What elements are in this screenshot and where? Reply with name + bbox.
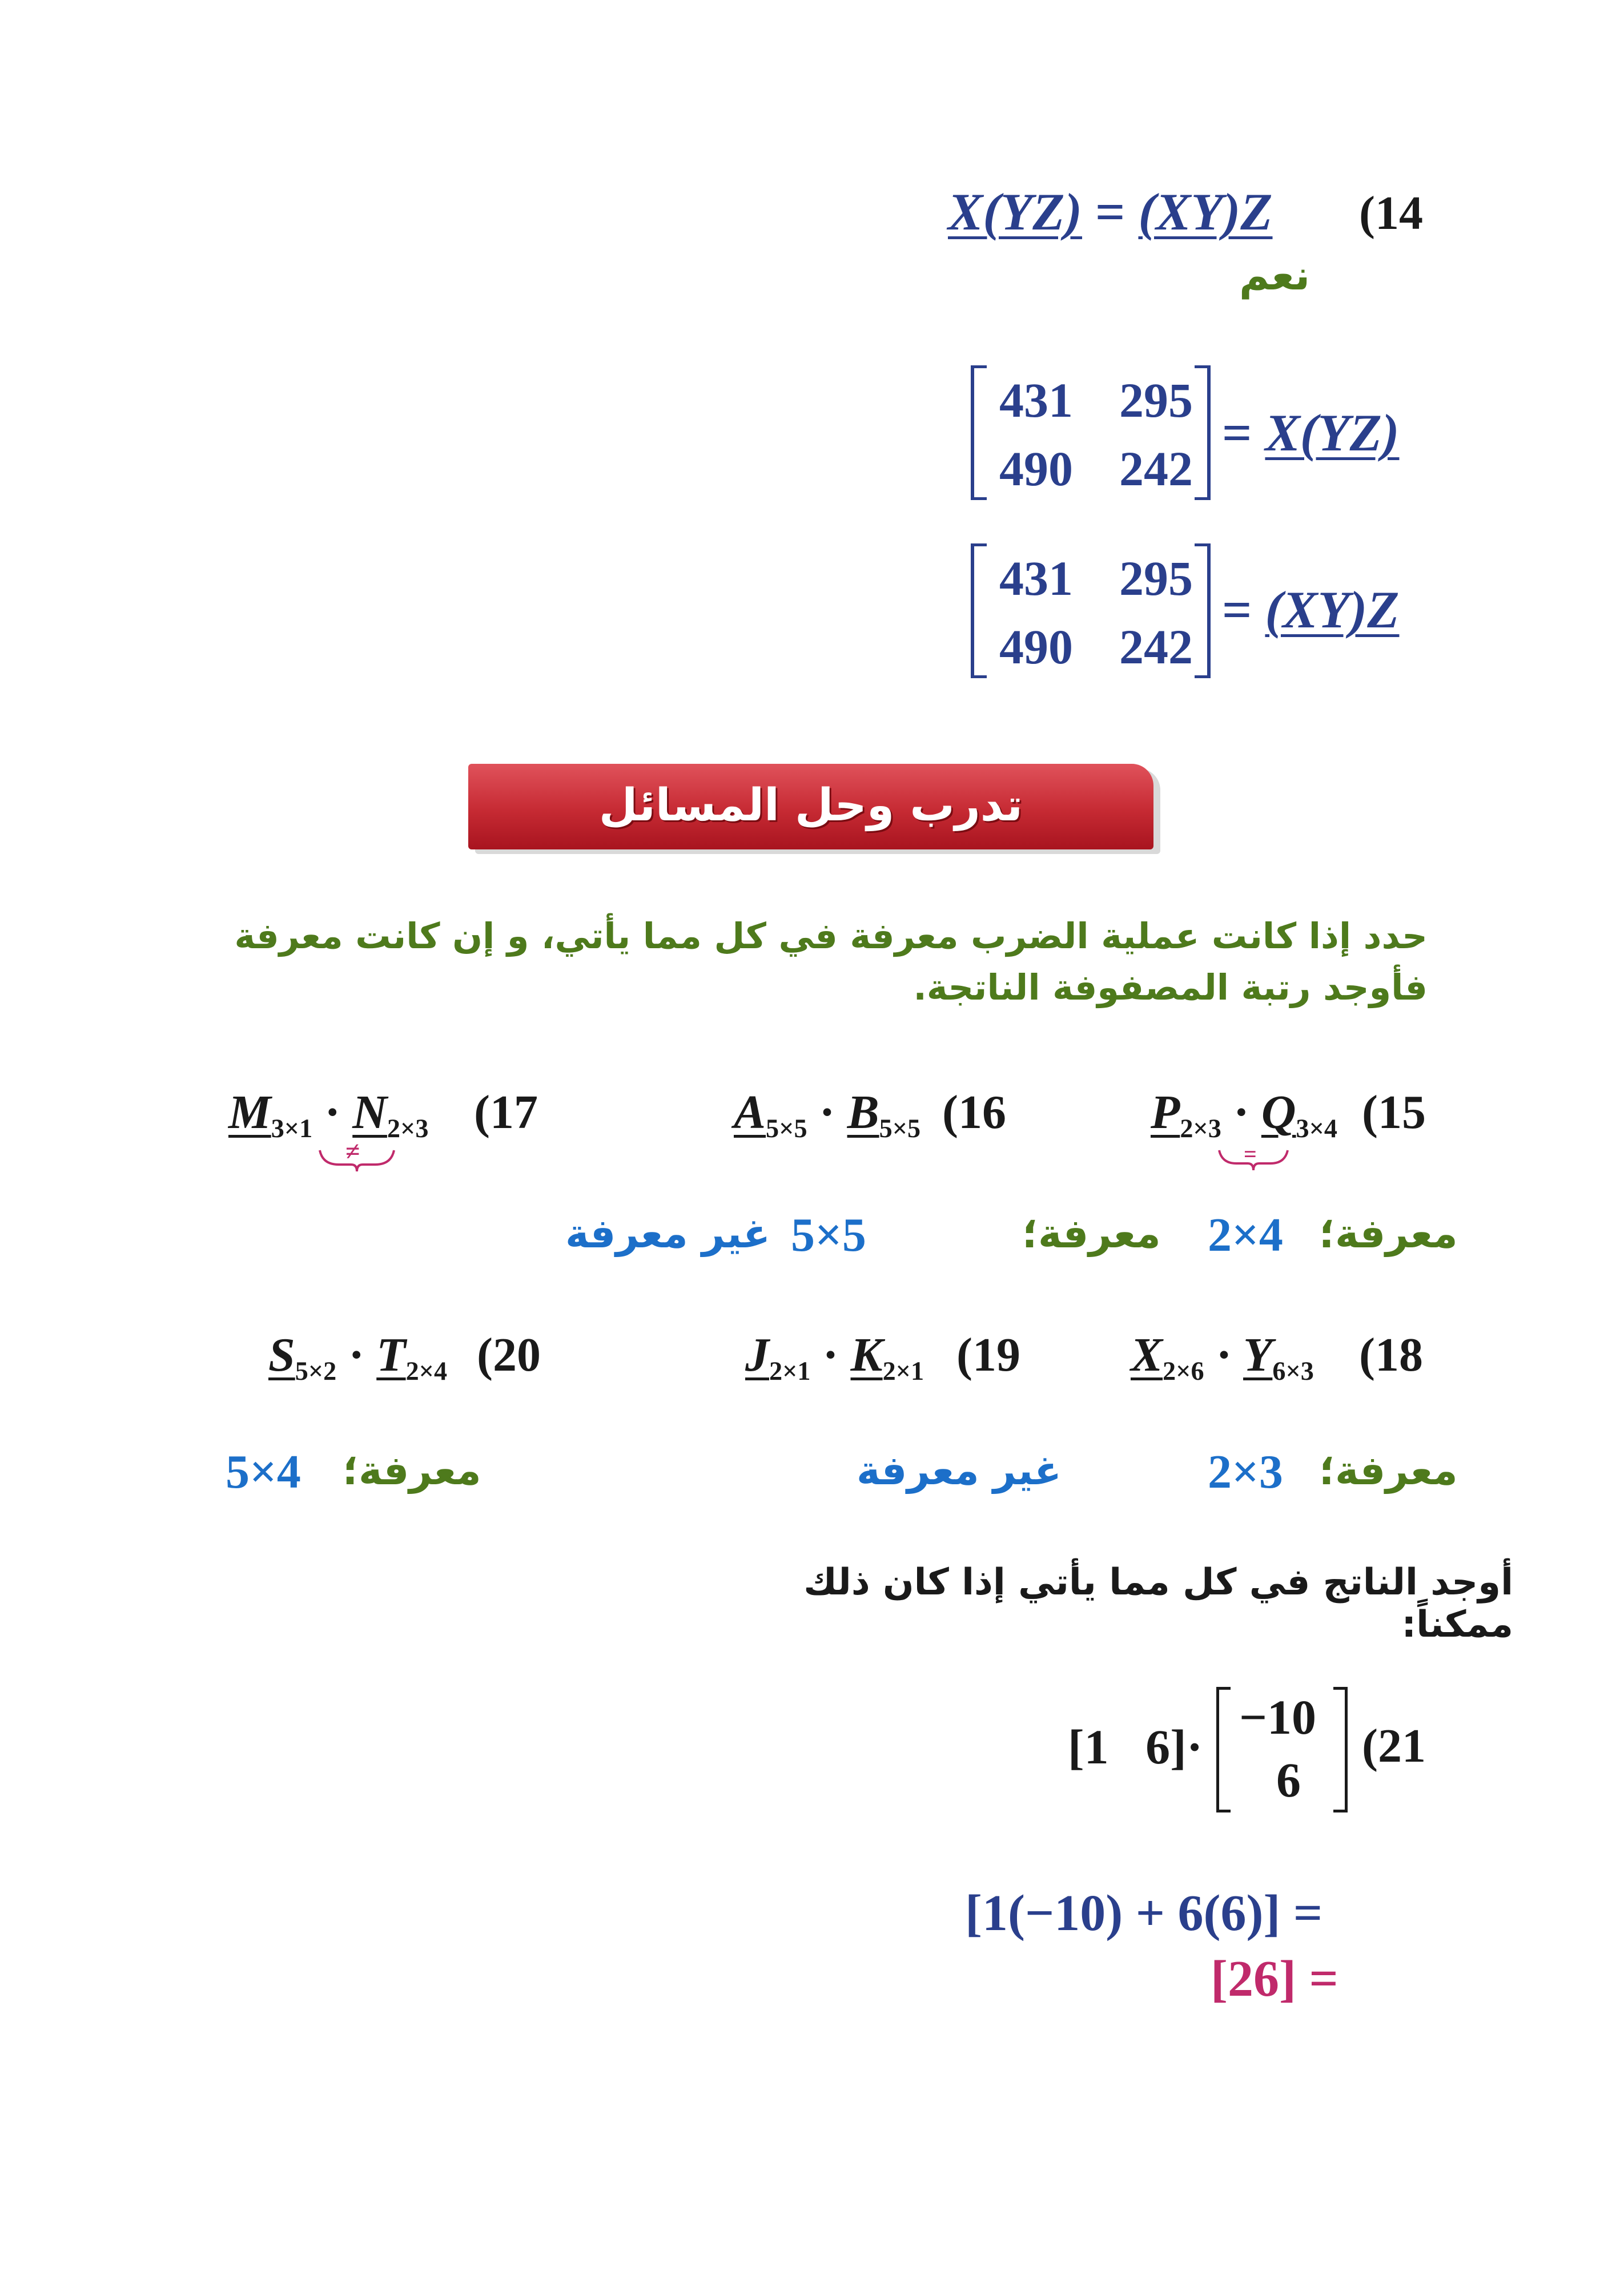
matrix-cell: 490 [999,441,1073,496]
matrix-cell: 295 [1119,551,1193,606]
row-vector: [1 6]· [1068,1719,1203,1774]
answer-15-label: معرفة؛ [1319,1210,1458,1257]
matrix-bracket-left [971,543,987,678]
matrix-cell: 242 [1119,441,1193,496]
answer-yes: نعم [1239,251,1311,299]
answer-20-label: معرفة؛ [343,1447,481,1494]
xy-z-expression: (XY)Z [1138,183,1273,241]
problem-20-expression: $S_{5\times 2} \cdot T_{2\times 4}$ [268,1328,448,1386]
matrix-bracket-right [1195,365,1211,500]
instruction-find-product: أوجد الناتج في كل مما يأتي إذا كان ذلك ممكناً: [803,1561,1513,1646]
vector-cell: −10 [1239,1690,1317,1745]
column-vector [1216,1687,1348,1812]
x-yz-expression: X(YZ) [948,183,1083,241]
problem-21-number: (21 [1362,1719,1426,1773]
problem-16-number: (16 [942,1086,1006,1139]
problem-17-expression: $M_{3\times 1} \cdot N_{2\times 3}$ [228,1086,429,1143]
answer-16-label: معرفة؛ [1022,1210,1161,1257]
matrix-cell: 242 [1119,619,1193,674]
answer-16-value: 5×5 [791,1209,866,1262]
problem-19-number: (19 [956,1328,1020,1381]
not-equal-mark-17: ≠ [345,1137,360,1166]
result-matrix-1 [971,365,1211,500]
solution-step-1: [1(−10) + 6(6)] = [965,1885,1323,1941]
problem-16-expression: $A_{5\times 5} \cdot B_{5\times 5}$ [734,1086,921,1143]
answer-18-value: 2×3 [1208,1445,1283,1499]
equals-sign: = [1095,183,1125,241]
matrix-cell: 295 [1119,373,1193,428]
problem-20-number: (20 [477,1328,541,1381]
matrix-cell: 431 [999,551,1073,606]
section-banner [468,764,1153,849]
associativity-equation [948,182,1273,242]
equal-mark-15: = [1244,1141,1257,1167]
banner-title: تدرب وحل المسائل [598,780,1023,831]
matrix-1-label: = X(YZ) [1222,404,1400,462]
matrix-bracket-left [1216,1687,1231,1812]
matrix-bracket-left [971,365,987,500]
matrix-2-label: = (XY)Z [1222,581,1400,639]
answer-15-value: 2×4 [1208,1209,1283,1262]
vector-cell: 6 [1276,1753,1301,1807]
instruction-determine-product: حدد إذا كانت عملية الضرب معرفة في كل مما يأتي، و إن كانت معرفة فأوجد رتبة المصفوفة الناتجة. [234,915,1428,1008]
matrix-bracket-right [1195,543,1211,678]
matrix-cell: 431 [999,373,1073,428]
problem-19-expression: $J_{2\times 1} \cdot K_{2\times 1}$ [745,1328,924,1386]
matrix-bracket-right [1333,1687,1348,1812]
problem-14-number: (14 [1359,187,1423,240]
matrix-cell: 490 [999,619,1073,674]
problem-18-number: (18 [1359,1328,1423,1381]
answer-20-value: 5×4 [226,1445,301,1499]
answer-17: غير معرفة [565,1210,770,1257]
problem-17-number: (17 [474,1086,538,1139]
answer-18-label: معرفة؛ [1319,1447,1458,1494]
answer-19: غير معرفة [857,1447,1062,1494]
problem-15-expression: $P_{2\times 3} \cdot Q_{3\times 4}$ [1151,1086,1338,1143]
result-matrix-2 [971,543,1211,678]
solution-step-2: [26] = [1211,1951,1338,2007]
problem-18-expression: $X_{2\times 6} \cdot Y_{6\times 3}$ [1131,1328,1314,1386]
problem-15-number: (15 [1362,1086,1426,1139]
